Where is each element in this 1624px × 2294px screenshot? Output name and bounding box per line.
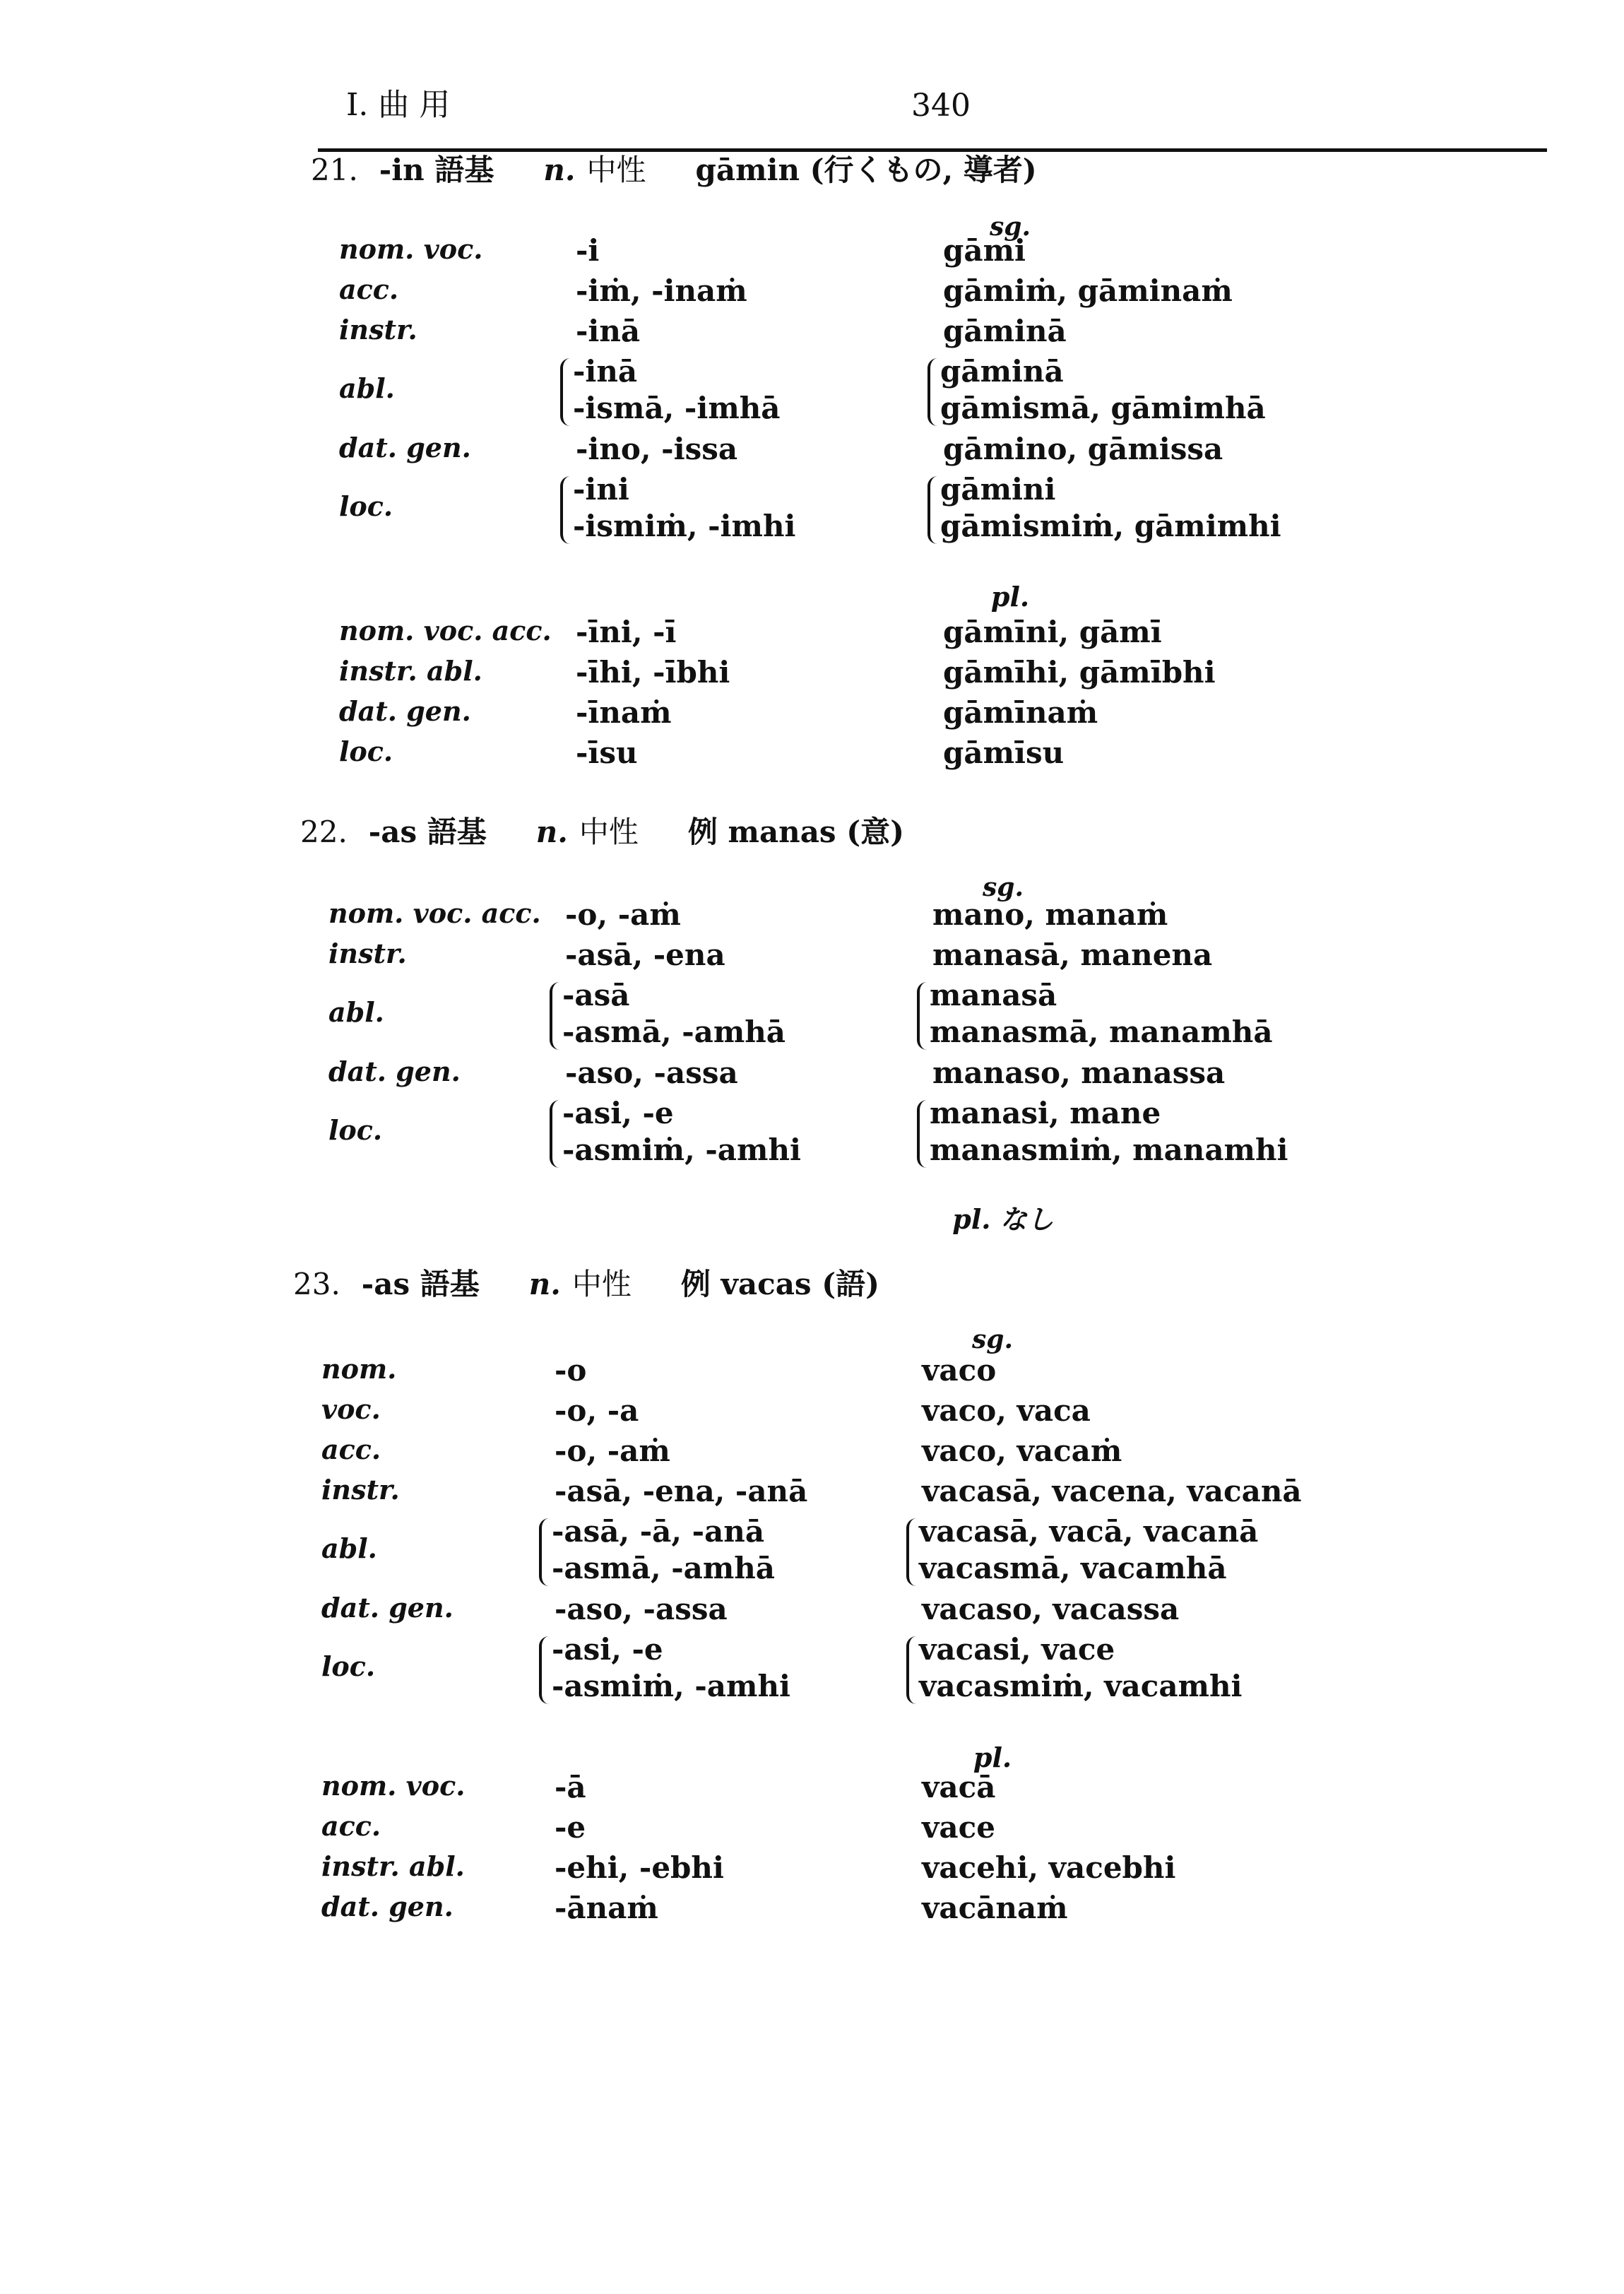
- ending-line: -asmiṁ, -amhi: [552, 1669, 790, 1703]
- case-label: abl.: [339, 372, 395, 404]
- ending-cell: -aso, -assa: [555, 1592, 728, 1626]
- case-label: instr. abl.: [339, 655, 482, 687]
- form-line: vacasmā, vacamhā: [919, 1551, 1227, 1585]
- ending-line: -ismā, -imhā: [573, 391, 781, 425]
- brace-mark: [906, 1636, 919, 1704]
- section-number: 23.: [293, 1267, 340, 1301]
- plural-label: pl.: [990, 581, 1030, 613]
- ending-cell: -aso, -assa: [565, 1056, 738, 1090]
- case-label: voc.: [321, 1393, 381, 1425]
- case-label: dat. gen.: [328, 1056, 461, 1087]
- form-line: manasā: [930, 978, 1057, 1012]
- form-cell: manaso, manassa: [932, 1056, 1226, 1090]
- plural-label: pl. なし: [952, 1203, 1054, 1235]
- example-word: 例 manas (意): [687, 815, 904, 849]
- form-cell: vaco, vacaṁ: [922, 1433, 1122, 1468]
- ending-line: -asmā, -amhā: [552, 1551, 776, 1585]
- ending-cell: -ānaṁ: [555, 1891, 658, 1925]
- section-title: [300, 809, 904, 851]
- section-number: 22.: [300, 815, 348, 849]
- form-cell: gāmīhi, gāmībhi: [943, 655, 1216, 690]
- form-cell: vaco, vaca: [922, 1393, 1091, 1428]
- ending-cell: -o, -a: [555, 1393, 639, 1428]
- stem-label: -as 語基: [361, 1267, 480, 1301]
- case-label: dat. gen.: [339, 695, 471, 727]
- brace-mark: [560, 476, 573, 544]
- ending-line: -asmā, -amhā: [562, 1015, 786, 1049]
- gender-label: [543, 153, 646, 187]
- brace-mark: [917, 1100, 930, 1168]
- form-cell: vacasā, vacena, vacanā: [922, 1474, 1302, 1508]
- section-title: [311, 147, 1037, 189]
- section-number: 21.: [311, 153, 358, 187]
- brace-mark: [539, 1518, 552, 1586]
- ending-line: -inā: [573, 354, 638, 389]
- case-label: instr.: [328, 938, 407, 969]
- gender-abbrev: n.: [543, 153, 576, 187]
- case-label: dat. gen.: [321, 1592, 454, 1624]
- ending-cell: -īni, -ī: [576, 615, 677, 649]
- brace-mark: [906, 1518, 919, 1586]
- form-line: vacasā, vacā, vacanā: [919, 1514, 1259, 1549]
- case-label: acc.: [339, 273, 399, 305]
- case-label: nom.: [321, 1353, 397, 1385]
- ending-cell: -īhi, -ībhi: [576, 655, 730, 690]
- brace-mark: [927, 358, 940, 426]
- case-label: acc.: [321, 1810, 381, 1842]
- case-label: instr.: [321, 1474, 400, 1506]
- form-line: manasmā, manamhā: [930, 1015, 1273, 1049]
- form-cell: gāmino, gāmissa: [943, 432, 1223, 466]
- plural-label: pl.: [973, 1742, 1012, 1773]
- ending-line: -asā: [562, 978, 630, 1012]
- form-line: manasmiṁ, manamhi: [930, 1133, 1288, 1167]
- gender-abbrev: n.: [535, 815, 568, 849]
- singular-label: sg.: [983, 873, 1024, 902]
- stem-label: -in 語基: [379, 153, 494, 187]
- form-line: vacasi, vace: [919, 1632, 1115, 1667]
- form-line: gāmismiṁ, gāmimhi: [940, 509, 1281, 543]
- ending-cell: -ino, -issa: [576, 432, 738, 466]
- form-line: vacasmiṁ, vacamhi: [919, 1669, 1243, 1703]
- gender-abbrev: n.: [528, 1267, 561, 1301]
- ending-line: -asi, -e: [562, 1096, 674, 1130]
- case-label: loc.: [339, 490, 393, 522]
- form-cell: vace: [922, 1810, 995, 1845]
- form-line: gāminā: [940, 354, 1064, 389]
- brace-mark: [917, 982, 930, 1050]
- ending-cell: -īnaṁ: [576, 695, 672, 730]
- case-label: abl.: [321, 1532, 377, 1564]
- form-line: gāmismā, gāmimhā: [940, 391, 1266, 425]
- form-cell: manasā, manena: [932, 938, 1213, 972]
- form-cell: vacehi, vacebhi: [922, 1850, 1176, 1885]
- ending-line: -ini: [573, 472, 629, 507]
- ending-line: -asmiṁ, -amhi: [562, 1133, 801, 1167]
- form-cell: gāmīnaṁ: [943, 695, 1098, 730]
- case-label: abl.: [328, 996, 384, 1028]
- form-line: gāmini: [940, 472, 1056, 507]
- case-label: nom. voc.: [321, 1770, 466, 1802]
- gender-label: [529, 1267, 632, 1301]
- ending-line: -ismiṁ, -imhi: [573, 509, 796, 543]
- ending-cell: -o: [555, 1353, 587, 1388]
- stem-label: -as 語基: [368, 815, 487, 849]
- singular-label: sg.: [990, 212, 1031, 242]
- form-cell: vacā: [922, 1770, 996, 1804]
- ending-cell: -īsu: [576, 735, 638, 770]
- ending-cell: -iṁ, -inaṁ: [576, 273, 747, 308]
- chapter-title: I. 曲 用: [346, 87, 451, 123]
- case-label: loc.: [339, 735, 393, 767]
- section-title: [293, 1261, 879, 1303]
- ending-cell: -o, -aṁ: [555, 1433, 670, 1468]
- ending-cell: -i: [576, 233, 600, 268]
- form-cell: gāmīsu: [943, 735, 1065, 770]
- ending-cell: -asā, -ena, -anā: [555, 1474, 808, 1508]
- case-label: loc.: [321, 1650, 376, 1682]
- ending-line: -asā, -ā, -anā: [552, 1514, 765, 1549]
- form-cell: vacānaṁ: [922, 1891, 1068, 1925]
- brace-mark: [560, 358, 573, 426]
- ending-cell: -asā, -ena: [565, 938, 725, 972]
- case-label: instr. abl.: [321, 1850, 465, 1882]
- example-word: 例 vacas (語): [680, 1267, 879, 1301]
- case-label: instr.: [339, 314, 417, 345]
- brace-mark: [927, 476, 940, 544]
- ending-cell: -inā: [576, 314, 641, 348]
- ending-cell: -e: [555, 1810, 586, 1845]
- ending-cell: -o, -aṁ: [565, 897, 681, 932]
- case-label: nom. voc.: [339, 233, 483, 265]
- brace-mark: [550, 1100, 562, 1168]
- gender-jp: 中性: [586, 153, 646, 187]
- example-word: gāmin (行くもの, 導者): [695, 153, 1037, 187]
- brace-mark: [539, 1636, 552, 1704]
- gender-label: [536, 815, 639, 849]
- page-number: 340: [911, 88, 971, 124]
- case-label: nom. voc. acc.: [328, 897, 541, 929]
- ending-cell: -ehi, -ebhi: [555, 1850, 724, 1885]
- ending-cell: -ā: [555, 1770, 586, 1804]
- ending-line: -asi, -e: [552, 1632, 663, 1667]
- case-label: acc.: [321, 1433, 381, 1465]
- case-label: loc.: [328, 1114, 383, 1146]
- form-cell: vaco: [922, 1353, 997, 1388]
- brace-mark: [550, 982, 562, 1050]
- page-header: [346, 79, 1547, 150]
- form-cell: gāmiṁ, gāminaṁ: [943, 273, 1233, 308]
- form-line: manasi, mane: [930, 1096, 1161, 1130]
- case-label: dat. gen.: [321, 1891, 454, 1922]
- form-cell: gāminā: [943, 314, 1067, 348]
- form-cell: gāmi: [943, 233, 1026, 268]
- form-cell: vacaso, vacassa: [922, 1592, 1180, 1626]
- case-label: dat. gen.: [339, 432, 471, 463]
- case-label: nom. voc. acc.: [339, 615, 552, 646]
- gender-jp: 中性: [579, 815, 639, 849]
- gender-jp: 中性: [571, 1267, 632, 1301]
- singular-label: sg.: [972, 1325, 1013, 1354]
- form-cell: mano, manaṁ: [932, 897, 1168, 932]
- form-cell: gāmīni, gāmī: [943, 615, 1162, 649]
